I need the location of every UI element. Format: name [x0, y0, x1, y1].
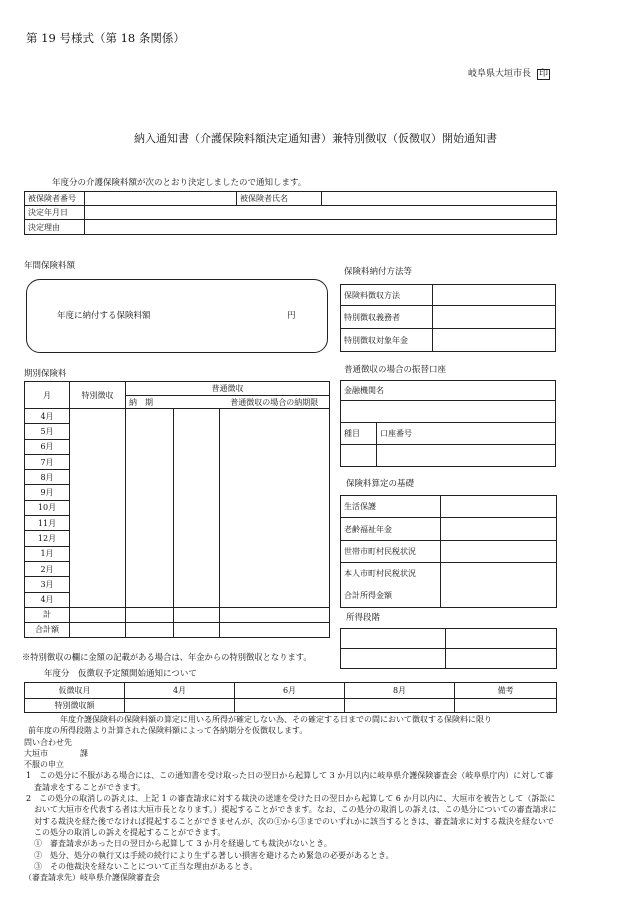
installment-amount-cell — [174, 531, 220, 546]
month-rows — [25, 409, 330, 608]
month-row — [25, 485, 330, 500]
periodic-section-label: 期別保険料 — [24, 369, 67, 379]
special-cell — [70, 409, 126, 424]
total-c2 — [174, 607, 220, 622]
month-label: 9月 — [25, 485, 70, 500]
basis-income-total-label: 合計所得金額 — [344, 591, 392, 600]
col-month-header: 月 — [25, 382, 70, 409]
installment-cell — [126, 577, 174, 592]
month-label: 11月 — [25, 516, 70, 531]
month-row — [25, 592, 330, 607]
installment-amount-cell — [174, 546, 220, 561]
month-row — [25, 439, 330, 454]
appeal-sub2: ② 処分、処分の執行又は手続の続行により生ずる著しい損害を避けるため緊急の必要があるとき。 — [34, 850, 394, 860]
issuer — [468, 69, 550, 80]
total-label: 計 — [25, 607, 70, 622]
basis-personal-tax-value — [441, 563, 557, 608]
due-date-cell — [220, 454, 330, 469]
installment-cell — [126, 592, 174, 607]
special-cell — [70, 454, 126, 469]
annual-amount-unit: 円 — [287, 311, 296, 321]
col-due-header: 普通徴収の場合の納期限 — [220, 396, 330, 409]
insured-name-value — [322, 192, 557, 206]
month-label: 6月 — [25, 439, 70, 454]
provisional-jun-value — [235, 699, 345, 713]
due-date-cell — [220, 485, 330, 500]
issuer-name: 岐阜県大垣市長 — [468, 69, 532, 79]
account-type-label: 種目 — [341, 423, 377, 445]
appeal-item2b: おいて大垣市を代表する者は大垣市長となります。）提起することができます。なお、この処分の取消しの訴えは、この処分についての審査請求に — [34, 805, 557, 815]
basis-household-tax-label: 世帯市町村民税状況 — [341, 541, 441, 563]
special-obligor-label: 特別徴収義務者 — [341, 306, 433, 329]
month-row — [25, 500, 330, 515]
due-date-cell — [220, 577, 330, 592]
insured-number-value — [85, 192, 237, 206]
special-cell — [70, 470, 126, 485]
month-label: 1月 — [25, 546, 70, 561]
basis-old-age-pension-value — [441, 518, 557, 541]
due-date-cell — [220, 546, 330, 561]
institution-value — [341, 401, 556, 423]
payment-method-table — [340, 284, 556, 352]
provisional-apr-value — [125, 699, 235, 713]
month-label: 2月 — [25, 561, 70, 576]
due-date-cell — [220, 500, 330, 515]
installment-amount-cell — [174, 424, 220, 439]
special-cell — [70, 500, 126, 515]
provisional-remarks-value — [455, 699, 557, 713]
basis-section-label: 保険料算定の基礎 — [346, 479, 415, 489]
insured-number-label: 被保険者番号 — [25, 192, 85, 206]
installment-cell — [126, 470, 174, 485]
due-date-cell — [220, 531, 330, 546]
col-ordinary-header: 普通徴収 — [126, 382, 330, 396]
provisional-aug-value — [345, 699, 455, 713]
due-date-cell — [220, 424, 330, 439]
month-row — [25, 470, 330, 485]
installment-cell — [126, 531, 174, 546]
decision-reason-value — [85, 220, 557, 235]
col-installment-header: 納 期 — [126, 396, 220, 409]
installment-cell — [126, 409, 174, 424]
installment-cell — [126, 454, 174, 469]
special-pension-value — [433, 329, 556, 352]
installment-cell — [126, 516, 174, 531]
notes-block — [24, 714, 557, 883]
provisional-section-label: 年度分 仮徴収予定額開始通知について — [44, 669, 197, 679]
installment-amount-cell — [174, 454, 220, 469]
basis-old-age-pension-label: 老齢福祉年金 — [341, 518, 441, 541]
month-row — [25, 424, 330, 439]
contact-label: 問い合わせ先 — [24, 737, 72, 747]
page-title: 納入通知書（介護保険料額決定通知書）兼特別徴収（仮徴収）開始通知書 — [134, 132, 497, 145]
notes-para1: 年度介護保険料の保険料額の算定に用いる所得が確定しない為、その確定する日までの間において徴収する保険料に限り — [60, 715, 492, 724]
provisional-table — [24, 682, 557, 713]
due-date-cell — [220, 592, 330, 607]
month-label: 5月 — [25, 424, 70, 439]
month-label: 3月 — [25, 577, 70, 592]
sum-special — [70, 622, 126, 637]
special-note: ※特別徴収の欄に金額の記載がある場合は、年金からの特別徴収となります。 — [22, 652, 312, 662]
month-row — [25, 577, 330, 592]
appeal-item1a: 1 この処分に不服がある場合には、この通知書を受け取った日の翌日から起算して 3 か月以内に岐阜県介護保険審査会（岐阜県庁内）に対して審 — [26, 771, 554, 781]
special-pension-label: 特別徴収対象年金 — [341, 329, 433, 352]
form-number: 第 19 号様式（第 18 条関係） — [26, 31, 185, 45]
installment-amount-cell — [174, 470, 220, 485]
month-row — [25, 561, 330, 576]
appeal-sub3: ③ その他裁決を経ないことについて正当な理由があるとき。 — [34, 861, 258, 871]
institution-label: 金融機関名 — [341, 381, 556, 401]
due-date-cell — [220, 409, 330, 424]
intro-text: 年度分の介護保険料額が次のとおり決定しましたので通知します。 — [52, 178, 307, 188]
basis-personal-tax-cell — [341, 563, 441, 608]
total-special — [70, 607, 126, 622]
total-c3 — [220, 607, 330, 622]
sum-c2 — [174, 622, 220, 637]
periodic-table — [24, 381, 330, 638]
month-row — [25, 454, 330, 469]
special-cell — [70, 531, 126, 546]
income-level-c4 — [446, 649, 557, 669]
installment-amount-cell — [174, 485, 220, 500]
income-level-c1 — [341, 629, 446, 649]
provisional-header-jun: 6月 — [235, 683, 345, 699]
month-label: 8月 — [25, 470, 70, 485]
payment-method-section-label: 保険料納付方法等 — [344, 267, 413, 277]
appeal-item2a: 2 この処分の取消しの訴えは、上記 1 の審査請求に対する裁決の送達を受けた日の翌日から起算して 6 か月以内に、大垣市を被告として（訴訟に — [26, 794, 556, 804]
annual-amount-box — [26, 279, 328, 353]
contact-dept: 大垣市 課 — [24, 748, 88, 758]
installment-amount-cell — [174, 592, 220, 607]
income-level-section-label: 所得段階 — [346, 613, 381, 623]
installment-cell — [126, 485, 174, 500]
col-special-header: 特別徴収 — [70, 382, 126, 409]
due-date-cell — [220, 439, 330, 454]
income-level-table — [340, 628, 557, 669]
special-obligor-value — [433, 306, 556, 329]
installment-amount-cell — [174, 577, 220, 592]
basis-personal-tax-label: 本人市町村民税状況 — [344, 569, 416, 578]
basis-table — [340, 495, 557, 608]
month-row — [25, 546, 330, 561]
month-row — [25, 531, 330, 546]
month-label: 7月 — [25, 454, 70, 469]
installment-amount-cell — [174, 516, 220, 531]
appeal-item2c: 対する裁決を経た後でなければ提起することができませんが、次の①から③までのいずれかに該当するときは、審査請求に対する裁決を経ないで — [34, 816, 554, 826]
month-label: 4月 — [25, 409, 70, 424]
special-cell — [70, 485, 126, 500]
month-label: 4月 — [25, 592, 70, 607]
provisional-row-label: 特別徴収額 — [25, 699, 125, 713]
bank-table — [340, 380, 556, 467]
income-level-c2 — [446, 629, 557, 649]
month-label: 10月 — [25, 500, 70, 515]
installment-cell — [126, 500, 174, 515]
appeal-item1b: 査請求をすることができます。 — [34, 782, 146, 792]
bank-section-label: 普通徴収の場合の振替口座 — [344, 365, 447, 375]
account-type-value — [341, 445, 377, 467]
provisional-header-apr: 4月 — [125, 683, 235, 699]
special-cell — [70, 577, 126, 592]
sum-c3 — [220, 622, 330, 637]
decision-date-value — [85, 206, 557, 220]
annual-section-label: 年間保険料額 — [24, 261, 76, 271]
basis-welfare-value — [441, 496, 557, 518]
installment-amount-cell — [174, 500, 220, 515]
appeal-footer: （審査請求先）岐阜県介護保険審査会 — [24, 873, 160, 883]
due-date-cell — [220, 470, 330, 485]
appeal-item2d: この処分の取消しの訴えを提起することができます。 — [34, 827, 226, 837]
installment-amount-cell — [174, 439, 220, 454]
provisional-header-aug: 8月 — [345, 683, 455, 699]
installment-cell — [126, 439, 174, 454]
decision-date-label: 決定年月日 — [25, 206, 85, 220]
insured-table — [24, 191, 557, 235]
appeal-sub1: ① 審査請求があった日の翌日から起算して 3 か月を経過しても裁決がないとき。 — [34, 839, 332, 849]
notes-para2: 前年度の所得段階より計算された保険料額によって各納期分を仮徴収します。 — [28, 726, 308, 736]
sum-label: 合計額 — [25, 622, 70, 637]
appeal-title: 不服の申立 — [24, 760, 64, 770]
annual-amount-label: 年度に納付する保険料額 — [57, 311, 151, 321]
due-date-cell — [220, 516, 330, 531]
account-number-value — [377, 445, 556, 467]
provisional-header-remarks: 備考 — [455, 683, 557, 699]
special-cell — [70, 424, 126, 439]
installment-amount-cell — [174, 561, 220, 576]
installment-cell — [126, 546, 174, 561]
special-cell — [70, 439, 126, 454]
insured-name-label: 被保険者氏名 — [237, 192, 322, 206]
decision-reason-label: 決定理由 — [25, 220, 85, 235]
installment-cell — [126, 424, 174, 439]
basis-welfare-label: 生活保護 — [341, 496, 441, 518]
month-row — [25, 516, 330, 531]
due-date-cell — [220, 561, 330, 576]
installment-cell — [126, 561, 174, 576]
special-cell — [70, 516, 126, 531]
sum-c1 — [126, 622, 174, 637]
special-cell — [70, 561, 126, 576]
special-cell — [70, 546, 126, 561]
provisional-header-month: 仮徴収月 — [25, 683, 125, 699]
installment-amount-cell — [174, 409, 220, 424]
collection-method-value — [433, 285, 556, 306]
account-number-label: 口座番号 — [377, 423, 556, 445]
special-cell — [70, 592, 126, 607]
total-c1 — [126, 607, 174, 622]
basis-household-tax-value — [441, 541, 557, 563]
month-label: 12月 — [25, 531, 70, 546]
collection-method-label: 保険料徴収方法 — [341, 285, 433, 306]
seal-mark: 印 — [539, 69, 549, 79]
month-row — [25, 409, 330, 424]
income-level-c3 — [341, 649, 446, 669]
